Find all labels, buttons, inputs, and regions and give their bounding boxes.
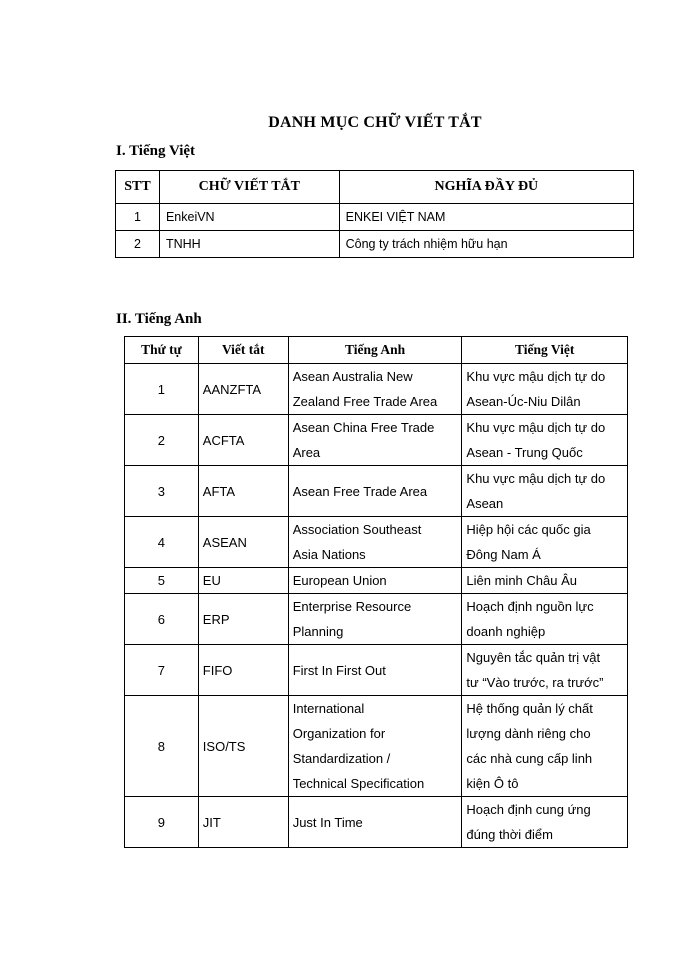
english-term-line: Organization for	[292, 726, 386, 741]
row-number: 7	[125, 645, 199, 696]
page-title: DANH MỤC CHỮ VIẾT TẮT	[268, 114, 482, 131]
abbreviation: TNHH	[159, 231, 339, 258]
english-term	[288, 568, 462, 594]
english-term	[288, 415, 462, 466]
vietnamese-term	[462, 645, 628, 696]
english-term	[288, 696, 462, 797]
abbreviation: EU	[198, 568, 288, 594]
vietnamese-term-line: Khu vực mậu dịch tự do	[466, 369, 606, 384]
vietnamese-term	[462, 797, 628, 848]
row-number: 2	[125, 415, 199, 466]
vietnamese-term-line: Liên minh Châu Âu	[466, 573, 577, 588]
table-row	[125, 696, 628, 797]
vietnamese-abbreviation-table	[115, 170, 634, 258]
row-number: 5	[125, 568, 199, 594]
vietnamese-term-line: Hiệp hội các quốc gia	[466, 522, 591, 537]
english-abbreviation-table	[124, 336, 628, 848]
column-header-vietnamese: Tiếng Việt	[462, 337, 628, 364]
english-term-line: Area	[292, 445, 321, 460]
english-term-line: Asean China Free Trade	[292, 420, 435, 435]
english-term-line: International	[292, 701, 365, 716]
vietnamese-term	[462, 466, 628, 517]
vietnamese-term-line: Hệ thống quản lý chất	[466, 701, 593, 716]
table-row	[125, 415, 628, 466]
vietnamese-term-line: Khu vực mậu dịch tự do	[466, 471, 606, 486]
vietnamese-term-line: đúng thời điểm	[466, 827, 553, 842]
table-header-row	[116, 171, 634, 204]
vietnamese-term-line: kiện Ô tô	[466, 776, 519, 791]
column-header-english: Tiếng Anh	[288, 337, 462, 364]
table-row	[125, 364, 628, 415]
vietnamese-term-line: Khu vực mậu dịch tự do	[466, 420, 606, 435]
vietnamese-term-line: Đông Nam Á	[466, 547, 541, 562]
table-row	[125, 645, 628, 696]
english-term-line: Just In Time	[292, 814, 363, 830]
table-header-row	[125, 337, 628, 364]
column-header-stt: STT	[116, 171, 160, 204]
vietnamese-term	[462, 594, 628, 645]
english-term-line: Asean Australia New	[292, 369, 413, 384]
row-number: 8	[125, 696, 199, 797]
section-heading-english: II. Tiếng Anh	[116, 311, 202, 327]
english-term-line: Technical Specification	[292, 776, 425, 791]
english-term-line: First In First Out	[292, 662, 386, 678]
vietnamese-term-line: doanh nghiệp	[466, 624, 546, 639]
abbreviation: JIT	[198, 797, 288, 848]
english-term	[288, 594, 462, 645]
english-term-line: Asean Free Trade Area	[292, 483, 428, 499]
english-term-line: Asia Nations	[292, 547, 366, 562]
abbreviation: FIFO	[198, 645, 288, 696]
english-term	[288, 466, 462, 517]
english-term-line: European Union	[292, 573, 387, 588]
row-number: 4	[125, 517, 199, 568]
vietnamese-term-line: Hoạch định nguồn lực	[466, 599, 594, 614]
table-row	[125, 797, 628, 848]
row-number: 9	[125, 797, 199, 848]
abbreviation: AFTA	[198, 466, 288, 517]
abbreviation: ISO/TS	[198, 696, 288, 797]
english-term	[288, 364, 462, 415]
full-meaning: Công ty trách nhiệm hữu hạn	[339, 231, 633, 258]
vietnamese-term-line: Hoạch định cung ứng	[466, 802, 591, 817]
column-header-abbreviation: CHỮ VIẾT TẮT	[159, 171, 339, 204]
vietnamese-term-line: Asean-Úc-Niu Dilân	[466, 394, 581, 409]
table-row	[116, 231, 634, 258]
row-number: 2	[116, 231, 160, 258]
abbreviation: ERP	[198, 594, 288, 645]
abbreviation: AANZFTA	[198, 364, 288, 415]
vietnamese-term	[462, 568, 628, 594]
abbreviation: EnkeiVN	[159, 204, 339, 231]
column-header-order: Thứ tự	[125, 337, 199, 364]
english-term	[288, 797, 462, 848]
vietnamese-term-line: lượng dành riêng cho	[466, 726, 591, 741]
column-header-full-meaning: NGHĨA ĐẦY ĐỦ	[339, 171, 633, 204]
vietnamese-term-line: Asean	[466, 496, 504, 511]
vietnamese-term-line: Nguyên tắc quản trị vật	[466, 650, 601, 665]
english-term	[288, 645, 462, 696]
vietnamese-term	[462, 517, 628, 568]
abbreviation: ASEAN	[198, 517, 288, 568]
english-term-line: Standardization /	[292, 751, 391, 766]
row-number: 1	[125, 364, 199, 415]
full-meaning: ENKEI VIỆT NAM	[339, 204, 633, 231]
table-row	[125, 568, 628, 594]
section-heading-vietnamese: I. Tiếng Việt	[116, 143, 196, 159]
column-header-abbreviation: Viết tắt	[198, 337, 288, 364]
table-row	[116, 204, 634, 231]
english-term-line: Zealand Free Trade Area	[292, 394, 438, 409]
row-number: 6	[125, 594, 199, 645]
vietnamese-term-line: các nhà cung cấp linh	[466, 751, 593, 766]
table-row	[125, 594, 628, 645]
row-number: 3	[125, 466, 199, 517]
row-number: 1	[116, 204, 160, 231]
table-row	[125, 466, 628, 517]
vietnamese-term-line: Asean - Trung Quốc	[466, 445, 583, 460]
english-term-line: Planning	[292, 624, 344, 639]
vietnamese-term	[462, 415, 628, 466]
table-row	[125, 517, 628, 568]
english-term-line: Association Southeast	[292, 522, 422, 537]
vietnamese-term	[462, 696, 628, 797]
vietnamese-term-line: tư “Vào trước, ra trước”	[466, 675, 604, 690]
vietnamese-term	[462, 364, 628, 415]
english-term	[288, 517, 462, 568]
abbreviation: ACFTA	[198, 415, 288, 466]
english-term-line: Enterprise Resource	[292, 599, 412, 614]
